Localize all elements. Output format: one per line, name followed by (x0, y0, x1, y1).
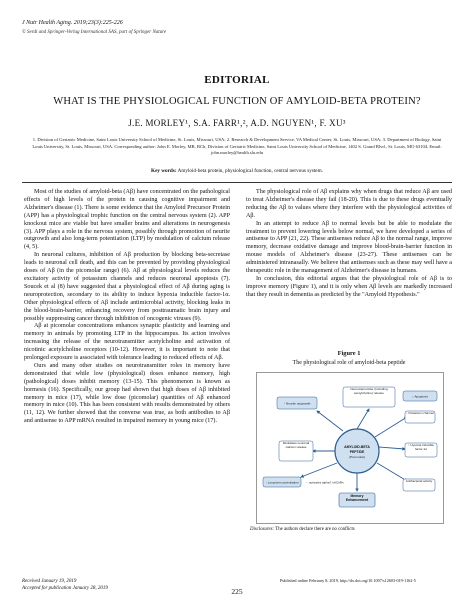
figure-label: Figure 1 (337, 350, 361, 357)
amyloid-diagram (257, 373, 443, 523)
header-divider (22, 182, 452, 183)
affiliations: 1. Division of Geriatric Medicine, Saint Louis University School of Medicine, St. Louis, Missouri, USA; 2. Research & Development Service, VA Medical Center, St. Louis, Missouri, USA; 3. Department of Biology, Saint Louis University, St. Louis, Missouri, USA. Corresponding author: John E. Morley, MB, BCh, Division of Geriatric Medicine, Saint Louis University School of Medicine, 1402 S. Grand Blvd., St. Louis, MO 63104, Email: john.morley@health.slu.edu (32, 137, 442, 156)
node-neurite (277, 397, 317, 409)
keywords-text: Amyloid-beta protein, physiological function, central nervous system. (177, 168, 323, 174)
node-memory: Memory Enhancement (339, 493, 375, 507)
center-label-3: (Picomolar) (349, 455, 365, 459)
svg-text:↑ Long-term potentiation: ↑ Long-term potentiation (265, 480, 299, 485)
svg-text:↓ Apoptosis: ↓ Apoptosis (412, 394, 428, 399)
published-online: Published online February 8, 2019, http://dx.doi.org/10.1007/s12603-019-1162-5 (280, 578, 416, 583)
center-label-1: AMYLOID-BETA (344, 445, 370, 449)
paragraph: The physiological role of Aβ explains why when drugs that reduce Aβ are used to treat Alzheimer's disease they fail (18-20). This is due to these drugs eventually reducing the Aβ to values where they interfere with the physiological activities of Aβ. (246, 189, 452, 219)
received-date: Received January 19, 2019 (22, 579, 77, 584)
svg-text:↑ Neurite outgrowth: ↑ Neurite outgrowth (283, 401, 311, 406)
node-hif: ↑ Hypoxia inducible factor-1α (405, 443, 437, 457)
node-ltp (263, 477, 301, 487)
disclosure (250, 527, 355, 532)
copyright-notice: © Serdi and Springer-Verlag International SAS, part of Springer Nature (22, 30, 167, 35)
node-antibacterial: Antibacterial activity (403, 479, 435, 491)
section-label: EDITORIAL (204, 74, 270, 86)
keywords-label: Key words: (151, 168, 177, 174)
body-column-right (246, 189, 452, 300)
figure-diagram (256, 372, 444, 524)
disclosure-label: Disclosures: (250, 527, 275, 532)
node-apoptosis (403, 391, 437, 401)
journal-citation: J Nutr Health Aging. 2019;23(3):225-226 (22, 20, 123, 26)
accepted-date: Accepted for publication January 28, 2019 (22, 586, 108, 591)
paragraph: Aβ at picomolar concentrations enhances synaptic plasticity and learning and memory in animals by promoting LTP in the hippocampus. Its action involves increasing the release of the neurotransmitter acetylcholine and activation of nicotinic acetylcholine receptors (10-12). However, it is important to note that prolonged exposure is associated with tolerance leading to reduced effects of Aβ. (24, 323, 230, 362)
center-label-2: PEPTIDE (349, 450, 365, 454)
author-list: J.E. MORLEY¹, S.A. FARR¹,², A.D. NGUYEN¹, F. XU³ (128, 118, 346, 128)
article-title: WHAT IS THE PHYSIOLOGICAL FUNCTION OF AMYLOID-BETA PROTEIN? (53, 96, 421, 107)
disclosure-text: The authors declare there are no conflicts (275, 527, 355, 532)
paragraph: Most of the studies of amyloid-beta (Aβ) have concentrated on the pathological effects of high levels of the protein in causing cognitive impairment and Alzheimer's disease (1). There is some evidence that the Amyloid Precursor Protein (APP) has a physiological trophic function on the central nervous system (2). APP knockout mice are viable but have smaller brains and alterations in neurogenesis (3). APP plays a role in the nervous system, possibly through promotion of neurite outgrowth and also long-term potentiation (LTP) by modulation of calcium release (4, 5). (24, 189, 230, 251)
keywords (0, 168, 474, 174)
node-neurotransmitter: Neurotransmitter (including acetylcholine) release (343, 387, 395, 407)
node-potassium: ↓ Potassium channel (405, 411, 435, 423)
paragraph: In an attempt to reduce Aβ to normal levels but be able to modulate the treatment to prevent lowering levels below normal, we have developed a series of antisense to APP (21, 22). These antisenses reduce Aβ to the normal range, improve memory, decrease oxidative damage and improve blood-brain-barrier function in mouse models of Alzheimer's disease (23-27). These antisenses can be administered intranasally. We believe that antisenses such as these may well have a therapeutic role in the management of Alzheimer's disease in humans. (246, 220, 452, 275)
paragraph: In conclusion, this editorial argues that the physiological role of Aβ is to improve memory (Figure 1), and it is only when Aβ levels are markedly increased that they result in dementia as predicted by the "Amyloid Hypothesis." (246, 275, 452, 298)
node-calcium: Modulates neuronal calcium release (279, 441, 313, 461)
figure-caption: The physiological role of amyloid-beta peptide (292, 360, 406, 366)
ltp-arrow-label: → activates alpha7 nAChRs (305, 480, 344, 485)
paragraph: Ours and many other studies on neurotransmitter roles in memory have demonstrated that while low (physiological) doses enhance memory, high (pathological) doses inhibit memory (13-15). This phenomenon is known as hormesis (16). Specifically, our group had shown that high doses of Aβ inhibited memory in mice (17), while low dose (picomolar) quantities of Aβ enhanced memory in mice (10). This has been consistent with results demonstrated by others (11, 12). We further showed that the converse was true, as both antibodies to Aβ and antisense to APP mRNA resulted in impaired memory in young mice (17). (24, 362, 230, 425)
page-number: 225 (231, 587, 243, 596)
body-column-left (24, 189, 230, 426)
paragraph: In neuronal cultures, inhibition of Aβ production by blocking beta-secretase leads to neuronal cell death, and this can be prevented by providing physiological doses of Aβ (in the picomolar range) (6). Aβ at physiological levels reduces the excitatory activity of potassium channels and reduces neuronal apoptosis (7). Soucek et al (8) have suggested that a physiological effect of Aβ during aging is neuroprotection, secondary to its ability to induce hypoxia inducible factor-1α. Other physiological effects of Aβ include antimicrobial activity, blocking leaks in the blood-brain-barrier, enhancing recovery from posttraumatic brain injury and possibly suppressing cancer through inhibition of oncogenic viruses (9). (24, 252, 230, 322)
